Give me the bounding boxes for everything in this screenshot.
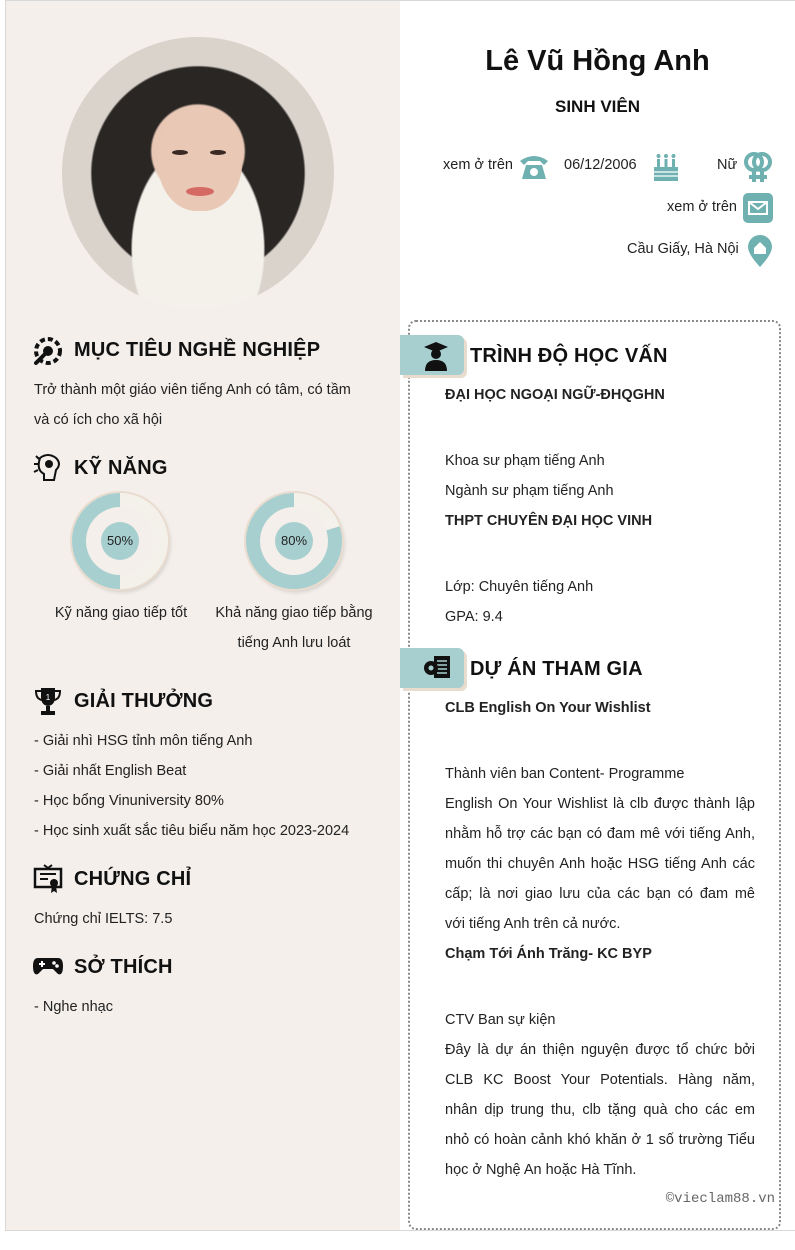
address-value: Cầu Giấy, Hà Nội [627, 241, 739, 257]
objective-title: MỤC TIÊU NGHỀ NGHIỆP [74, 339, 321, 361]
svg-text:1: 1 [45, 693, 51, 702]
project-2-desc-line: nhỏ có hoàn cảnh khó khăn ở 1 số trường Tiểu [445, 1132, 755, 1148]
education-title: TRÌNH ĐỘ HỌC VẤN [470, 345, 668, 367]
skill-label-2: Khả năng giao tiếp bằng [215, 605, 373, 621]
project-2-name: Chạm Tới Ánh Trăng- KC BYP [445, 946, 652, 962]
school-1-line-2: Ngành sư phạm tiếng Anh [445, 483, 614, 499]
email-icon [743, 193, 773, 223]
projects-tab [400, 648, 464, 688]
project-2-desc-line: nhân dịp trung thu, clb tặng quà cho các em [445, 1102, 755, 1118]
award-item: - Học bổng Vinuniversity 80% [34, 793, 224, 809]
award-item: - Học sinh xuất sắc tiêu biểu năm học 2023-2024 [34, 823, 350, 839]
school-1: ĐẠI HỌC NGOẠI NGỮ-ĐHQGHN [445, 387, 665, 403]
trophy-icon [32, 685, 64, 717]
phone-icon [518, 151, 550, 181]
skill-percent-1: 50% [101, 522, 139, 560]
project-1-desc-line: nhằm hỗ trợ các bạn có đam mê với tiếng Anh, [445, 826, 755, 842]
gender-value: Nữ [717, 157, 738, 173]
school-2-line-2: GPA: 9.4 [445, 609, 503, 625]
project-1-desc-line: cấp; là nơi giao lưu của các bạn có đam mê [445, 886, 755, 902]
profile-photo [62, 37, 334, 309]
project-2-desc-line: học ở Nghệ An hoặc Hà Tĩnh. [445, 1162, 637, 1178]
certificate-icon [32, 863, 64, 895]
email-value: xem ở trên [667, 199, 737, 215]
project-1-role: Thành viên ban Content- Programme [445, 766, 685, 782]
gender-icon [742, 150, 774, 184]
skill-label-2b: tiếng Anh lưu loát [237, 635, 351, 651]
watermark: ©vieclam88.vn [665, 1191, 775, 1207]
cv-page [5, 0, 795, 1231]
tools-icon [32, 335, 64, 367]
school-1-line-1: Khoa sư phạm tiếng Anh [445, 453, 605, 469]
graduate-icon [422, 341, 450, 371]
project-2-desc-line: CLB KC Boost Your Potentials. Hàng năm, [445, 1072, 755, 1088]
birthday-cake-icon [650, 151, 682, 183]
hobby-item: - Nghe nhạc [34, 999, 113, 1015]
award-item: - Giải nhất English Beat [34, 763, 187, 779]
award-item: - Giải nhì HSG tỉnh môn tiếng Anh [34, 733, 253, 749]
gamepad-icon [32, 950, 64, 982]
brain-gear-icon [32, 452, 64, 484]
project-1-desc-line: với tiếng Anh trên cả nước. [445, 916, 621, 932]
certificates-title: CHỨNG CHỈ [74, 868, 192, 890]
birthday-value: 06/12/2006 [564, 157, 637, 173]
skill-label-1: Kỹ năng giao tiếp tốt [54, 605, 188, 621]
skills-title: KỸ NĂNG [74, 457, 168, 479]
project-gear-doc-icon [422, 654, 452, 682]
project-1-name: CLB English On Your Wishlist [445, 700, 651, 716]
projects-title: DỰ ÁN THAM GIA [470, 658, 643, 680]
education-tab [400, 335, 464, 375]
left-panel [6, 1, 400, 1230]
phone-value: xem ở trên [443, 157, 513, 173]
location-pin-icon [746, 234, 774, 268]
project-1-desc-line: muốn thi chuyên Anh hoặc HSG tiếng Anh các [445, 856, 755, 872]
school-2: THPT CHUYÊN ĐẠI HỌC VINH [445, 513, 653, 529]
skill-percent-2: 80% [275, 522, 313, 560]
candidate-name: Lê Vũ Hồng Anh [485, 45, 710, 77]
objective-line-1: Trở thành một giáo viên tiếng Anh có tâm, có tầm [34, 382, 351, 398]
skill-ring-2 [246, 493, 342, 589]
skill-ring-1 [72, 493, 168, 589]
objective-line-2: và có ích cho xã hội [34, 412, 163, 428]
school-2-line-1: Lớp: Chuyên tiếng Anh [445, 579, 594, 595]
hobbies-title: SỞ THÍCH [74, 956, 173, 978]
project-2-role: CTV Ban sự kiện [445, 1012, 556, 1028]
certificate-item: Chứng chỉ IELTS: 7.5 [34, 911, 173, 927]
project-2-desc-line: Đây là dự án thiện nguyện được tổ chức bởi [445, 1042, 755, 1058]
awards-title: GIẢI THƯỞNG [74, 690, 214, 712]
project-1-desc-line: English On Your Wishlist là clb được thành lập [445, 796, 755, 812]
candidate-role: SINH VIÊN [554, 97, 641, 116]
